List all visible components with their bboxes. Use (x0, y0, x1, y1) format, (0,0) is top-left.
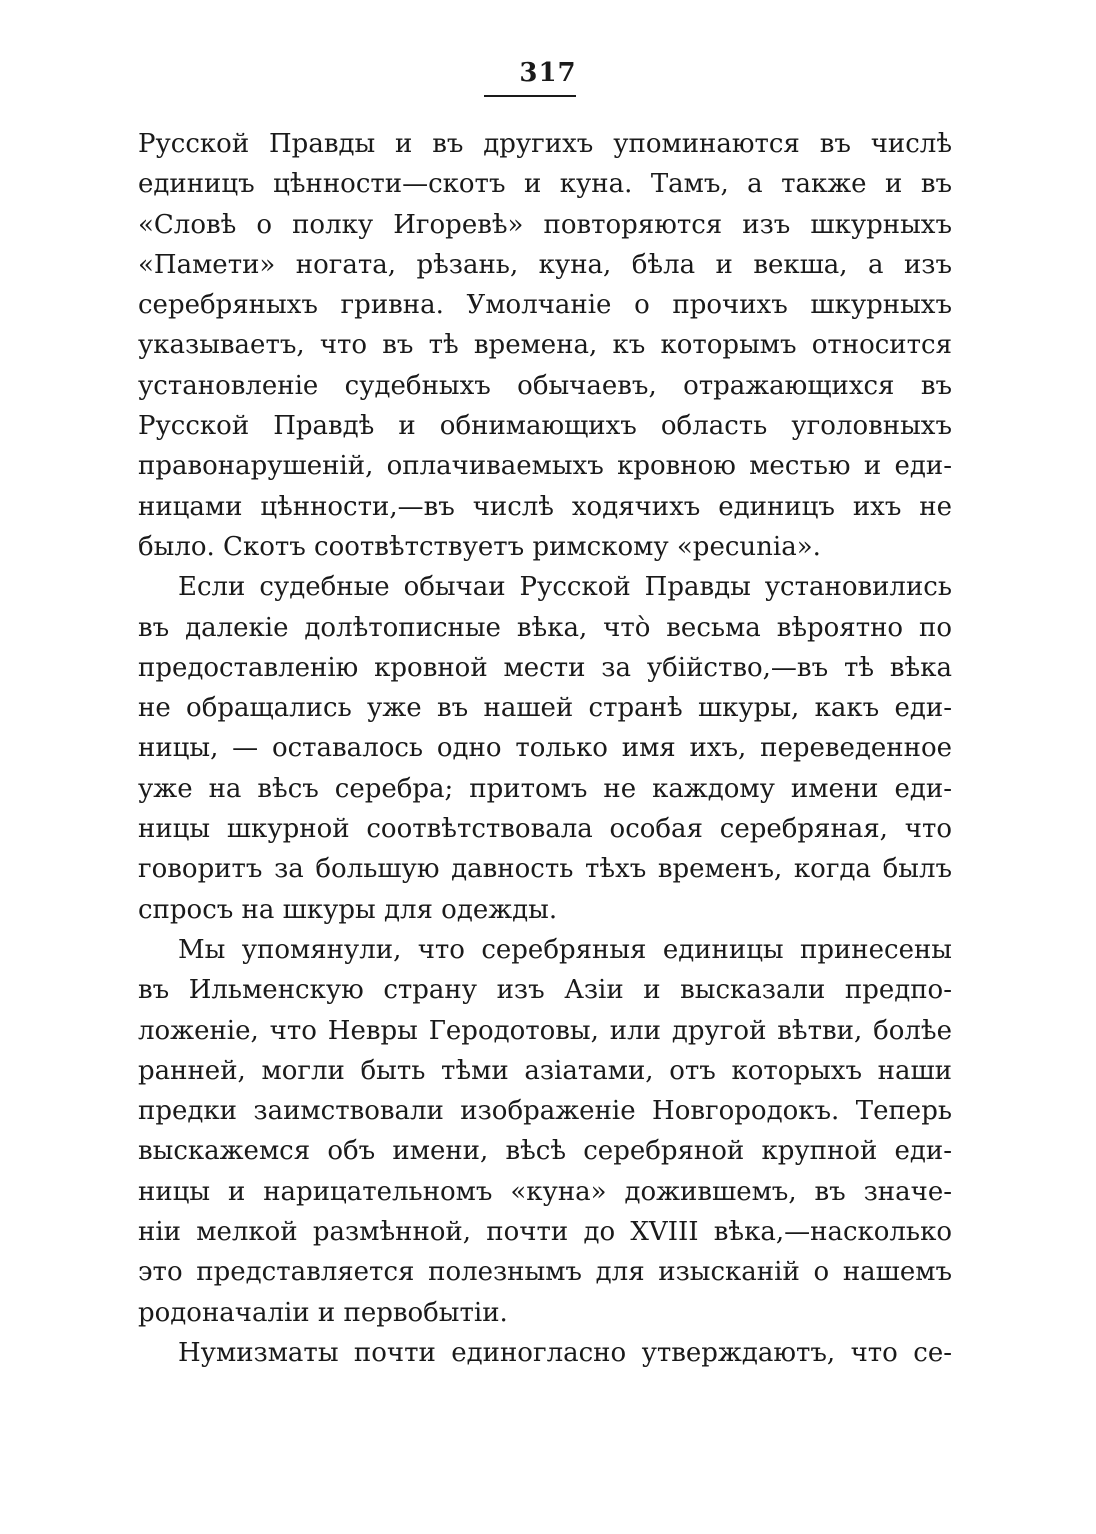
header-rule (484, 95, 576, 97)
text-line: было. Скотъ соотвѣтствуетъ римскому «pecunia». (138, 531, 821, 562)
text-line: серебряныхъ гривна. Умолчаніе о прочихъ шкурныхъ (138, 290, 952, 321)
text-line: «Памети» ногата, рѣзань, куна, бѣла и векша, а изъ (138, 249, 952, 280)
text-line: указываетъ, что въ тѣ времена, къ которымъ относится (138, 330, 952, 361)
text-line: ницами цѣнности,—въ числѣ ходячихъ единицъ ихъ не (138, 491, 952, 522)
body-text (138, 124, 952, 1373)
text-line: ніи мелкой размѣнной, почти до XVIII вѣка,—насколько (138, 1217, 952, 1248)
text-line: Нумизматы почти единогласно утверждаютъ, что се- (178, 1337, 952, 1368)
text-line: говоритъ за большую давность тѣхъ временъ, когда былъ (138, 854, 952, 885)
text-line: ницы, — оставалось одно только имя ихъ, переведенное (138, 733, 952, 764)
text-line: ницы и нарицательномъ «куна» дожившемъ, въ значе- (138, 1176, 952, 1207)
text-line: спросъ на шкуры для одежды. (138, 894, 558, 925)
text-line: правонарушеній, оплачиваемыхъ кровною местью и еди- (138, 451, 952, 482)
text-line: Русской Правды и въ другихъ упоминаются въ числѣ (138, 129, 952, 159)
text-line: предки заимствовали изображеніе Новгородокъ. Теперь (138, 1096, 952, 1127)
text-line: въ далекіе долѣтописные вѣка, что̀ весьма вѣроятно по (138, 612, 952, 643)
text-line: ницы шкурной соотвѣтствовала особая серебряная, что (138, 814, 952, 845)
text-line: ложеніе, что Невры Геродотовы, или другой вѣтви, болѣе (138, 1015, 952, 1046)
text-line: Если судебные обычаи Русской Правды установились (178, 572, 952, 603)
text-line: Русской Правдѣ и обнимающихъ область уголовныхъ (138, 411, 952, 442)
text-line: «Словѣ о полку Игоревѣ» повторяются изъ шкурныхъ (138, 209, 952, 240)
text-line: Мы упомянули, что серебряныя единицы принесены (178, 934, 952, 965)
text-line: выскажемся объ имени, вѣсѣ серебряной крупной еди- (138, 1136, 952, 1167)
text-line: въ Ильменскую страну изъ Азіи и высказали предпо- (138, 975, 952, 1006)
text-line: это представляется полезнымъ для изысканій о нашемъ (138, 1257, 952, 1288)
text-line: уже на вѣсъ серебра; притомъ не каждому имени еди- (138, 773, 952, 804)
text-line: ранней, могли быть тѣми азіатами, отъ которыхъ наши (138, 1055, 952, 1086)
text-line: не обращались уже въ нашей странѣ шкуры, какъ еди- (138, 693, 952, 724)
page-number: 317 (519, 58, 577, 88)
text-line: родоначаліи и первобытіи. (138, 1297, 508, 1328)
text-line: единицъ цѣнности—скотъ и куна. Тамъ, а также и въ (138, 169, 952, 200)
text-line: предоставленію кровной мести за убійство,—въ тѣ вѣка (138, 652, 952, 683)
text-line: установленіе судебныхъ обычаевъ, отражающихся въ (138, 370, 952, 401)
